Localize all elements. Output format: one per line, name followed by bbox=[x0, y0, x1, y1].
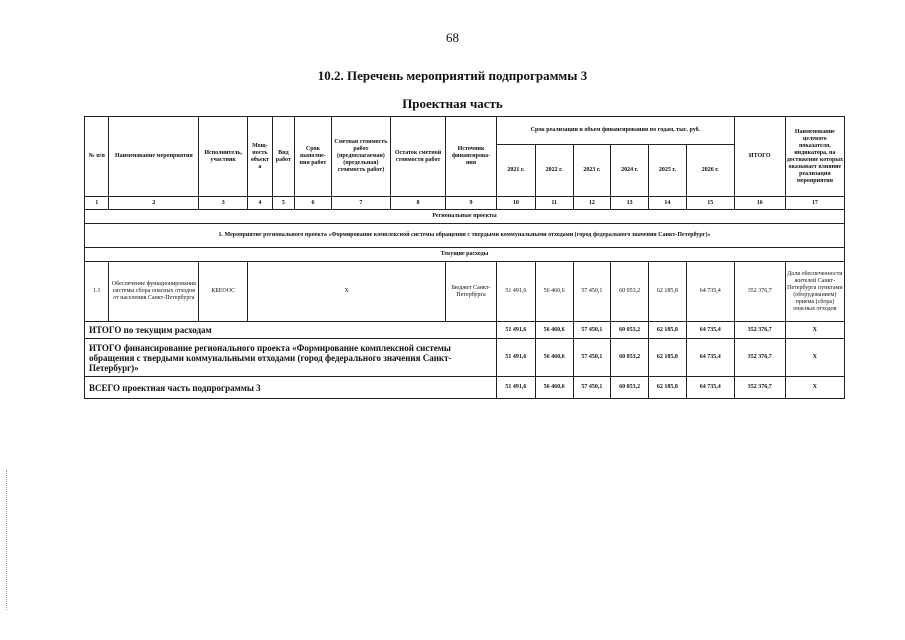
row-executor: КБЕООС bbox=[199, 262, 248, 322]
column-number: 1 bbox=[85, 197, 109, 210]
header-year: 2023 г. bbox=[573, 145, 611, 197]
total-value: 57 450,1 bbox=[573, 377, 611, 399]
header-year: 2024 г. bbox=[611, 145, 649, 197]
total-mark: X bbox=[785, 377, 844, 399]
header-year: 2025 г. bbox=[649, 145, 687, 197]
total-value: 60 053,2 bbox=[611, 377, 649, 399]
table-row bbox=[85, 262, 845, 322]
total-value: 56 460,6 bbox=[535, 339, 573, 377]
column-number: 15 bbox=[686, 197, 734, 210]
project-title-row bbox=[85, 224, 845, 248]
header-num: № п/п bbox=[85, 117, 109, 197]
total-value: 62 185,8 bbox=[649, 339, 687, 377]
total-row bbox=[85, 322, 845, 339]
total-label: ИТОГО финансирование регионального проекта «Формирование комплексной системы обращения с твердыми коммунальными отходами (город федерального значения Санкт-Петербург)» bbox=[85, 339, 497, 377]
header-period-group: Срок реализации и объем финансирования по годам, тыс. руб. bbox=[497, 117, 735, 145]
header-source: Источник финансирова-ния bbox=[446, 117, 497, 197]
total-value: 62 185,8 bbox=[649, 377, 687, 399]
total-value: 60 053,2 bbox=[611, 339, 649, 377]
header-term: Срок выполне-ния работ bbox=[295, 117, 332, 197]
row-value: 51 491,6 bbox=[497, 262, 536, 322]
header-year: 2022 г. bbox=[535, 145, 573, 197]
row-x-mark: X bbox=[248, 262, 446, 322]
total-label: ИТОГО по текущим расходам bbox=[85, 322, 497, 339]
header-row-top bbox=[85, 117, 845, 145]
total-value: 64 735,4 bbox=[686, 339, 734, 377]
total-value: 51 491,6 bbox=[497, 322, 536, 339]
column-number: 3 bbox=[199, 197, 248, 210]
row-value: 56 460,6 bbox=[535, 262, 573, 322]
column-number: 9 bbox=[446, 197, 497, 210]
scan-edge-marks bbox=[6, 470, 9, 610]
row-indicator: Доля обеспеченности жителей Санкт-Петербурга пунктами (оборудованием) приема (сбора) опасных отходов bbox=[785, 262, 844, 322]
column-number: 8 bbox=[390, 197, 445, 210]
column-number: 13 bbox=[611, 197, 649, 210]
column-number: 17 bbox=[785, 197, 844, 210]
total-mark: X bbox=[785, 322, 844, 339]
current-expenses-label: Текущие расходы bbox=[85, 248, 845, 262]
header-total: ИТОГО bbox=[734, 117, 785, 197]
header-capacity: Мощ-ность объекта bbox=[248, 117, 272, 197]
total-sum: 352 376,7 bbox=[734, 322, 785, 339]
total-label: ВСЕГО проектная часть подпрограммы 3 bbox=[85, 377, 497, 399]
measures-table bbox=[84, 116, 845, 399]
total-sum: 352 376,7 bbox=[734, 377, 785, 399]
total-value: 64 735,4 bbox=[686, 377, 734, 399]
current-expenses-row bbox=[85, 248, 845, 262]
row-source: Бюджет Санкт-Петербурга bbox=[446, 262, 497, 322]
total-value: 56 460,6 bbox=[535, 322, 573, 339]
column-number: 11 bbox=[535, 197, 573, 210]
total-value: 56 460,6 bbox=[535, 377, 573, 399]
header-executor: Исполнитель, участник bbox=[199, 117, 248, 197]
total-value: 57 450,1 bbox=[573, 339, 611, 377]
column-number: 6 bbox=[295, 197, 332, 210]
total-value: 64 735,4 bbox=[686, 322, 734, 339]
page-number: 68 bbox=[446, 30, 459, 45]
total-row bbox=[85, 377, 845, 399]
row-name: Обеспечение функционирования системы сбора опасных отходов от населения Санкт-Петербурга bbox=[109, 262, 199, 322]
column-number: 12 bbox=[573, 197, 611, 210]
total-value: 62 185,8 bbox=[649, 322, 687, 339]
row-total: 352 376,7 bbox=[734, 262, 785, 322]
header-name: Наименование мероприятия bbox=[109, 117, 199, 197]
total-row bbox=[85, 339, 845, 377]
column-number: 16 bbox=[734, 197, 785, 210]
total-value: 51 491,6 bbox=[497, 377, 536, 399]
column-number: 4 bbox=[248, 197, 272, 210]
row-value: 60 053,2 bbox=[611, 262, 649, 322]
header-work-type: Вид работ bbox=[272, 117, 294, 197]
column-number: 14 bbox=[649, 197, 687, 210]
section-title: 10.2. Перечень мероприятий подпрограммы 3 bbox=[317, 68, 588, 83]
column-number: 5 bbox=[272, 197, 294, 210]
header-year: 2026 г. bbox=[686, 145, 734, 197]
total-value: 51 491,6 bbox=[497, 339, 536, 377]
header-year: 2021 г. bbox=[497, 145, 536, 197]
column-number: 2 bbox=[109, 197, 199, 210]
total-value: 60 053,2 bbox=[611, 322, 649, 339]
row-number: 1.1 bbox=[85, 262, 109, 322]
column-number: 10 bbox=[497, 197, 536, 210]
project-title: 1. Мероприятие регионального проекта «Формирование комплексной системы обращения с твердыми коммунальными отходами (город федерального значения Санкт-Петербург)» bbox=[85, 224, 845, 248]
row-value: 64 735,4 bbox=[686, 262, 734, 322]
sub-title: Проектная часть bbox=[402, 96, 503, 111]
row-value: 57 450,1 bbox=[573, 262, 611, 322]
header-cost-balance: Остаток сметной стоимости работ bbox=[390, 117, 445, 197]
row-value: 62 185,8 bbox=[649, 262, 687, 322]
total-mark: X bbox=[785, 339, 844, 377]
regional-projects-label: Региональные проекты bbox=[85, 210, 845, 224]
total-value: 57 450,1 bbox=[573, 322, 611, 339]
column-number: 7 bbox=[331, 197, 390, 210]
regional-projects-row bbox=[85, 210, 845, 224]
column-number-row bbox=[85, 197, 845, 210]
header-estimated-cost: Сметная стоимость работ (предполагаемая) (предельная) стоимость работ) bbox=[331, 117, 390, 197]
header-indicator: Наименование целевого показателя, индикатора, на достижение которых оказывает влияние реализация мероприятия bbox=[785, 117, 844, 197]
total-sum: 352 376,7 bbox=[734, 339, 785, 377]
